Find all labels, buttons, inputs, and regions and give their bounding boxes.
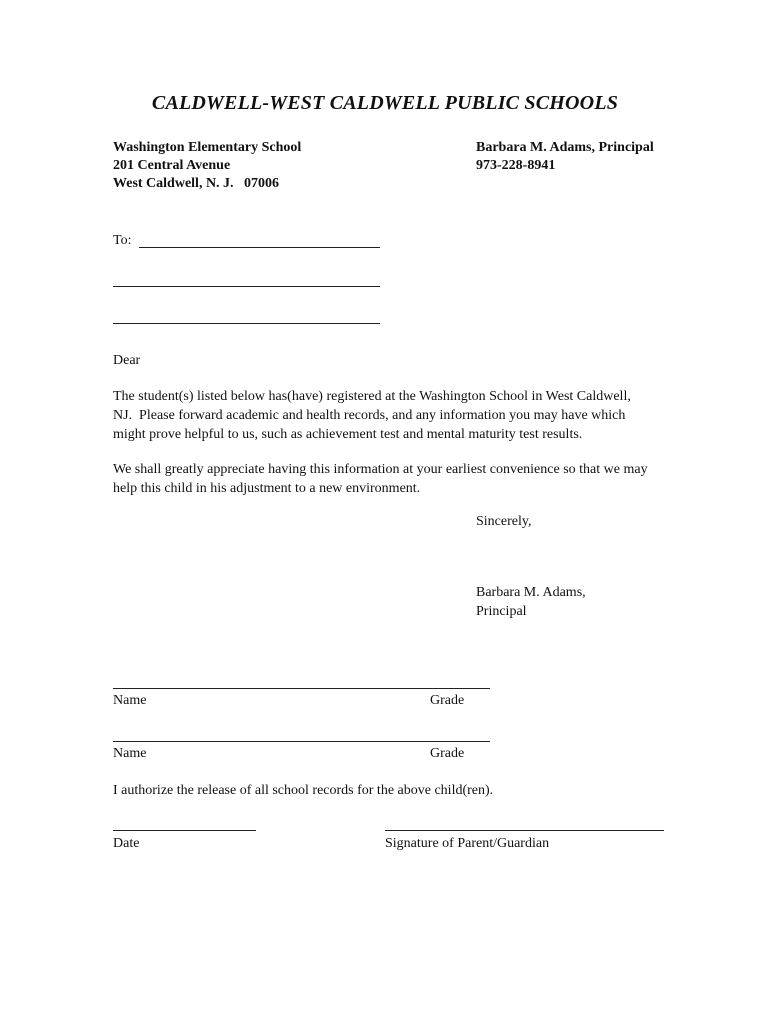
authorization-statement: I authorize the release of all school records for the above child(ren). <box>113 783 494 798</box>
paragraph-request-line: might prove helpful to us, such as achievement test and mental maturity test results. <box>113 427 583 442</box>
paragraph-request-line: The student(s) listed below has(have) registered at the Washington School in West Caldwell, <box>113 389 631 404</box>
date-line <box>113 830 256 831</box>
paragraph-appreciation-line: We shall greatly appreciate having this information at your earliest convenience so that we may <box>113 462 648 477</box>
principal-phone: 973-228-8941 <box>476 158 556 173</box>
principal-name-title: Barbara M. Adams, Principal <box>476 140 654 155</box>
school-street: 201 Central Avenue <box>113 158 231 173</box>
signature-line <box>385 830 664 831</box>
page-title: CALDWELL-WEST CALDWELL PUBLIC SCHOOLS <box>151 92 619 114</box>
paragraph-request-line: NJ. Please forward academic and health records, and any information you may have which <box>113 408 626 423</box>
school-city: West Caldwell, N. J. 07006 <box>113 176 280 191</box>
closing: Sincerely, <box>476 514 532 529</box>
student-name-label-2: Name <box>113 746 147 761</box>
salutation: Dear <box>113 353 141 368</box>
paragraph-appreciation-line: help this child in his adjustment to a new environment. <box>113 481 421 496</box>
school-name: Washington Elementary School <box>113 140 302 155</box>
paragraph-request <box>113 387 713 444</box>
student-grade-label-2: Grade <box>430 746 465 761</box>
signer-name: Barbara M. Adams, <box>476 585 586 600</box>
date-label: Date <box>113 836 140 851</box>
signature-label: Signature of Parent/Guardian <box>385 836 550 851</box>
to-label: To: <box>113 233 132 248</box>
to-line-1 <box>139 247 380 248</box>
student-line-1 <box>113 688 490 689</box>
to-line-3 <box>113 323 380 324</box>
student-grade-label-1: Grade <box>430 693 465 708</box>
to-line-2 <box>113 286 380 287</box>
signer-title: Principal <box>476 604 527 619</box>
paragraph-appreciation <box>113 460 713 498</box>
student-name-label-1: Name <box>113 693 147 708</box>
student-line-2 <box>113 741 490 742</box>
